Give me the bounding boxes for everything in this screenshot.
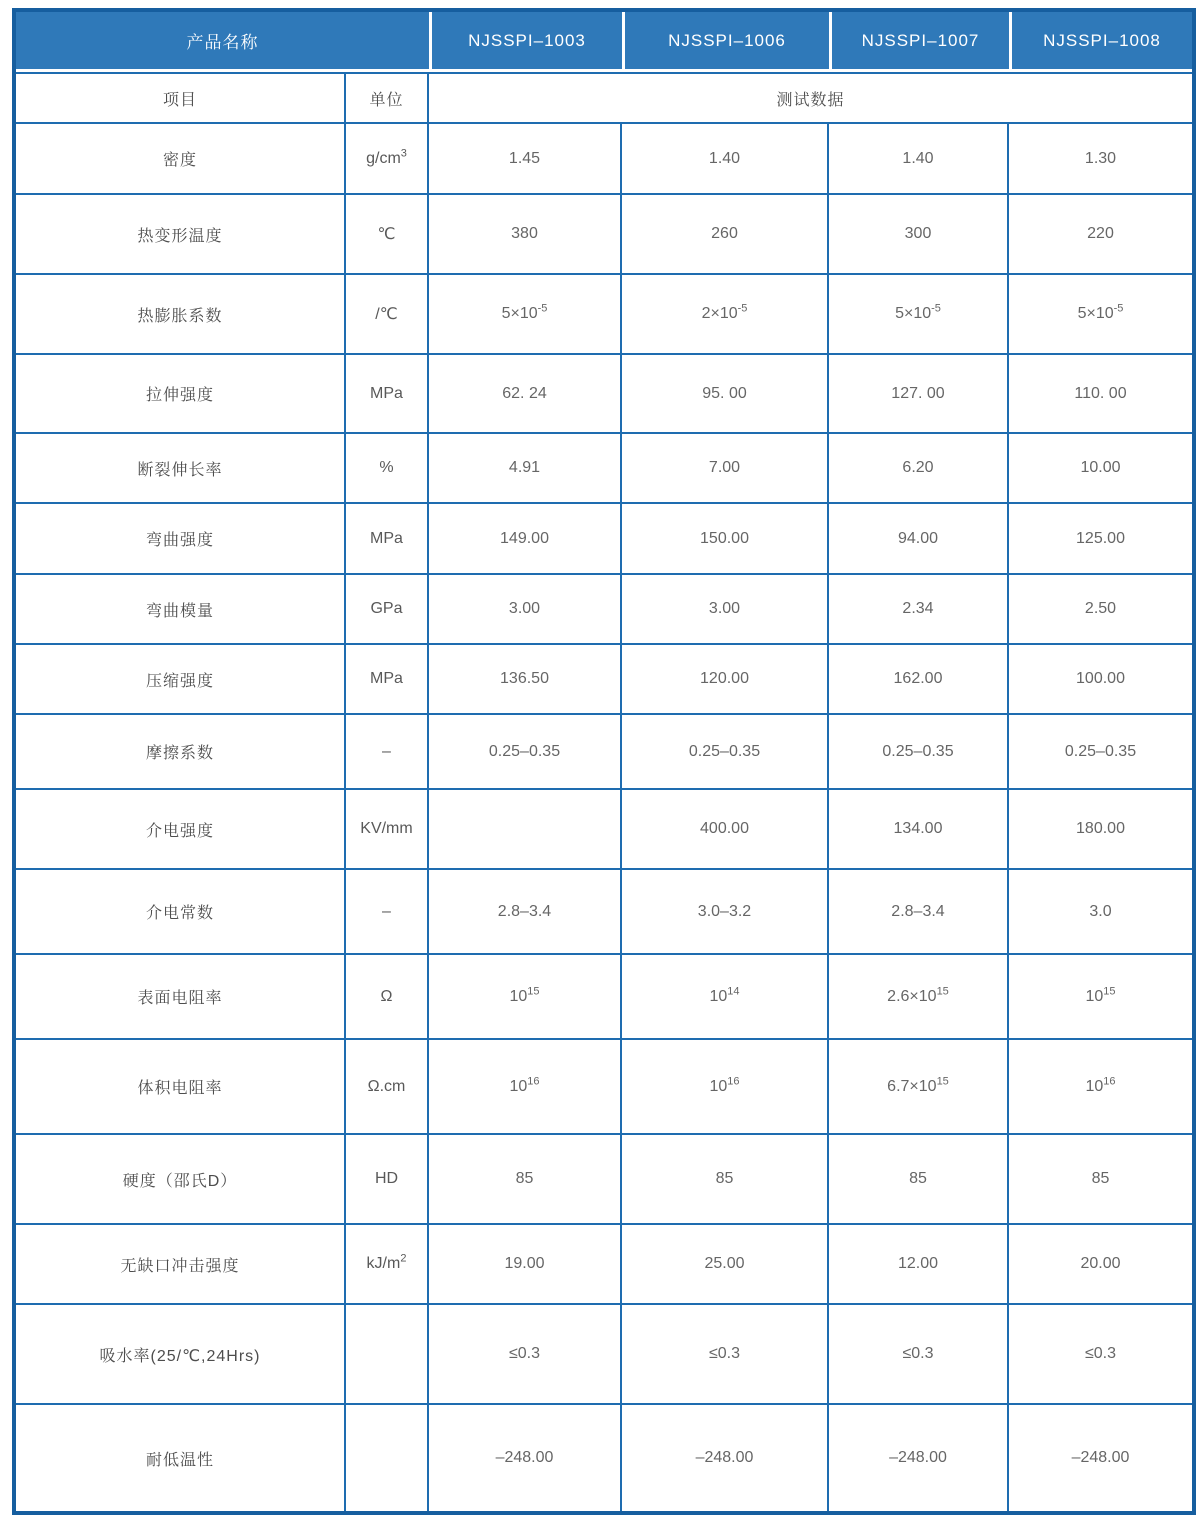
value-cell: 85: [429, 1135, 622, 1225]
item-label: 弯曲模量: [16, 575, 346, 645]
value-cell: 110. 00: [1009, 355, 1192, 434]
unit-label: –: [346, 870, 429, 955]
subheader-row: [16, 72, 1192, 124]
product-spec-table: [12, 8, 1196, 1515]
value-cell: 85: [622, 1135, 829, 1225]
value-cell: 2.34: [829, 575, 1009, 645]
value-cell: 1.40: [622, 124, 829, 195]
product-name-header: 产品名称: [16, 12, 429, 72]
unit-label: MPa: [346, 645, 429, 715]
value-cell: $10^{15}$: [429, 955, 622, 1040]
unit-label: $g/cm^3$: [346, 124, 429, 195]
value-cell: –248.00: [829, 1405, 1009, 1511]
value-cell: 85: [1009, 1135, 1192, 1225]
product-column-header-4: NJSSPI–1008: [1009, 12, 1192, 72]
item-label: 热膨胀系数: [16, 275, 346, 355]
value-cell: 95. 00: [622, 355, 829, 434]
value-cell: 3.0: [1009, 870, 1192, 955]
value-cell: 300: [829, 195, 1009, 275]
value-cell: 0.25–0.35: [829, 715, 1009, 790]
value-cell: 162.00: [829, 645, 1009, 715]
spec-row: [16, 355, 1192, 434]
value-cell: 180.00: [1009, 790, 1192, 870]
value-cell: $6.7\times 10^{15}$: [829, 1040, 1009, 1135]
spec-row: [16, 955, 1192, 1040]
product-header-row: [16, 12, 1192, 72]
value-cell: $10^{16}$: [622, 1040, 829, 1135]
unit-label: HD: [346, 1135, 429, 1225]
item-label: 无缺口冲击强度: [16, 1225, 346, 1305]
value-cell: –248.00: [429, 1405, 622, 1511]
value-cell: 6.20: [829, 434, 1009, 504]
item-label: 压缩强度: [16, 645, 346, 715]
spec-row: [16, 870, 1192, 955]
product-column-header-3: NJSSPI–1007: [829, 12, 1009, 72]
product-column-header-1: NJSSPI–1003: [429, 12, 622, 72]
unit-label: /℃: [346, 275, 429, 355]
item-label: 介电强度: [16, 790, 346, 870]
value-cell: 19.00: [429, 1225, 622, 1305]
spec-row: [16, 1225, 1192, 1305]
value-cell: 1.40: [829, 124, 1009, 195]
value-cell: ≤0.3: [429, 1305, 622, 1405]
value-cell: 25.00: [622, 1225, 829, 1305]
item-label: 吸水率(25/℃,24Hrs): [16, 1305, 346, 1405]
unit-label: $kJ/m^2$: [346, 1225, 429, 1305]
value-cell: 125.00: [1009, 504, 1192, 575]
value-cell: 220: [1009, 195, 1192, 275]
item-label: 热变形温度: [16, 195, 346, 275]
unit-label: –: [346, 715, 429, 790]
value-cell: 0.25–0.35: [622, 715, 829, 790]
spec-row: [16, 1135, 1192, 1225]
value-cell: 400.00: [622, 790, 829, 870]
spec-row: [16, 715, 1192, 790]
spec-row: [16, 275, 1192, 355]
value-cell: $10^{16}$: [1009, 1040, 1192, 1135]
unit-label: ℃: [346, 195, 429, 275]
unit-label: KV/mm: [346, 790, 429, 870]
value-cell: 62. 24: [429, 355, 622, 434]
unit-label: MPa: [346, 504, 429, 575]
item-label: 密度: [16, 124, 346, 195]
item-column-header: 项目: [16, 72, 346, 124]
spec-row: [16, 1040, 1192, 1135]
test-data-header: 测试数据: [429, 72, 1192, 124]
spec-row: [16, 790, 1192, 870]
value-cell: 149.00: [429, 504, 622, 575]
value-cell: 0.25–0.35: [1009, 715, 1192, 790]
value-cell: 120.00: [622, 645, 829, 715]
value-cell: $5\times 10^{-5}$: [429, 275, 622, 355]
value-cell: 150.00: [622, 504, 829, 575]
value-cell: 136.50: [429, 645, 622, 715]
value-cell: 1.45: [429, 124, 622, 195]
value-cell: 2.8–3.4: [829, 870, 1009, 955]
item-label: 体积电阻率: [16, 1040, 346, 1135]
value-cell: ≤0.3: [622, 1305, 829, 1405]
spec-row: [16, 434, 1192, 504]
value-cell: 7.00: [622, 434, 829, 504]
value-cell: 94.00: [829, 504, 1009, 575]
value-cell: 3.00: [622, 575, 829, 645]
spec-row: [16, 124, 1192, 195]
item-label: 硬度（邵氏D）: [16, 1135, 346, 1225]
unit-label: MPa: [346, 355, 429, 434]
unit-label: Ω: [346, 955, 429, 1040]
spec-row: [16, 1305, 1192, 1405]
unit-label: GPa: [346, 575, 429, 645]
value-cell: $10^{14}$: [622, 955, 829, 1040]
value-cell: $5\times 10^{-5}$: [829, 275, 1009, 355]
value-cell: $2\times 10^{-5}$: [622, 275, 829, 355]
value-cell: 2.8–3.4: [429, 870, 622, 955]
value-cell: 127. 00: [829, 355, 1009, 434]
value-cell: 85: [829, 1135, 1009, 1225]
value-cell: 20.00: [1009, 1225, 1192, 1305]
value-cell: 4.91: [429, 434, 622, 504]
spec-row: [16, 645, 1192, 715]
value-cell: 100.00: [1009, 645, 1192, 715]
value-cell: 12.00: [829, 1225, 1009, 1305]
value-cell: $10^{15}$: [1009, 955, 1192, 1040]
value-cell: 10.00: [1009, 434, 1192, 504]
value-cell: 3.0–3.2: [622, 870, 829, 955]
value-cell: $5\times 10^{-5}$: [1009, 275, 1192, 355]
value-cell: $2.6\times 10^{15}$: [829, 955, 1009, 1040]
value-cell: 260: [622, 195, 829, 275]
item-label: 拉伸强度: [16, 355, 346, 434]
item-label: 表面电阻率: [16, 955, 346, 1040]
spec-row: [16, 195, 1192, 275]
unit-label: [346, 1405, 429, 1511]
spec-row: [16, 1405, 1192, 1511]
value-cell: 3.00: [429, 575, 622, 645]
value-cell: $10^{16}$: [429, 1040, 622, 1135]
value-cell: ≤0.3: [829, 1305, 1009, 1405]
unit-label: Ω.cm: [346, 1040, 429, 1135]
value-cell: –248.00: [1009, 1405, 1192, 1511]
value-cell: 2.50: [1009, 575, 1192, 645]
value-cell: ≤0.3: [1009, 1305, 1192, 1405]
value-cell: [429, 790, 622, 870]
spec-row: [16, 575, 1192, 645]
spec-rows: [16, 124, 1192, 1511]
spec-row: [16, 504, 1192, 575]
value-cell: 1.30: [1009, 124, 1192, 195]
unit-column-header: 单位: [346, 72, 429, 124]
item-label: 摩擦系数: [16, 715, 346, 790]
product-column-header-2: NJSSPI–1006: [622, 12, 829, 72]
item-label: 弯曲强度: [16, 504, 346, 575]
unit-label: %: [346, 434, 429, 504]
item-label: 耐低温性: [16, 1405, 346, 1511]
unit-label: [346, 1305, 429, 1405]
value-cell: 0.25–0.35: [429, 715, 622, 790]
value-cell: 134.00: [829, 790, 1009, 870]
value-cell: 380: [429, 195, 622, 275]
item-label: 介电常数: [16, 870, 346, 955]
value-cell: –248.00: [622, 1405, 829, 1511]
item-label: 断裂伸长率: [16, 434, 346, 504]
